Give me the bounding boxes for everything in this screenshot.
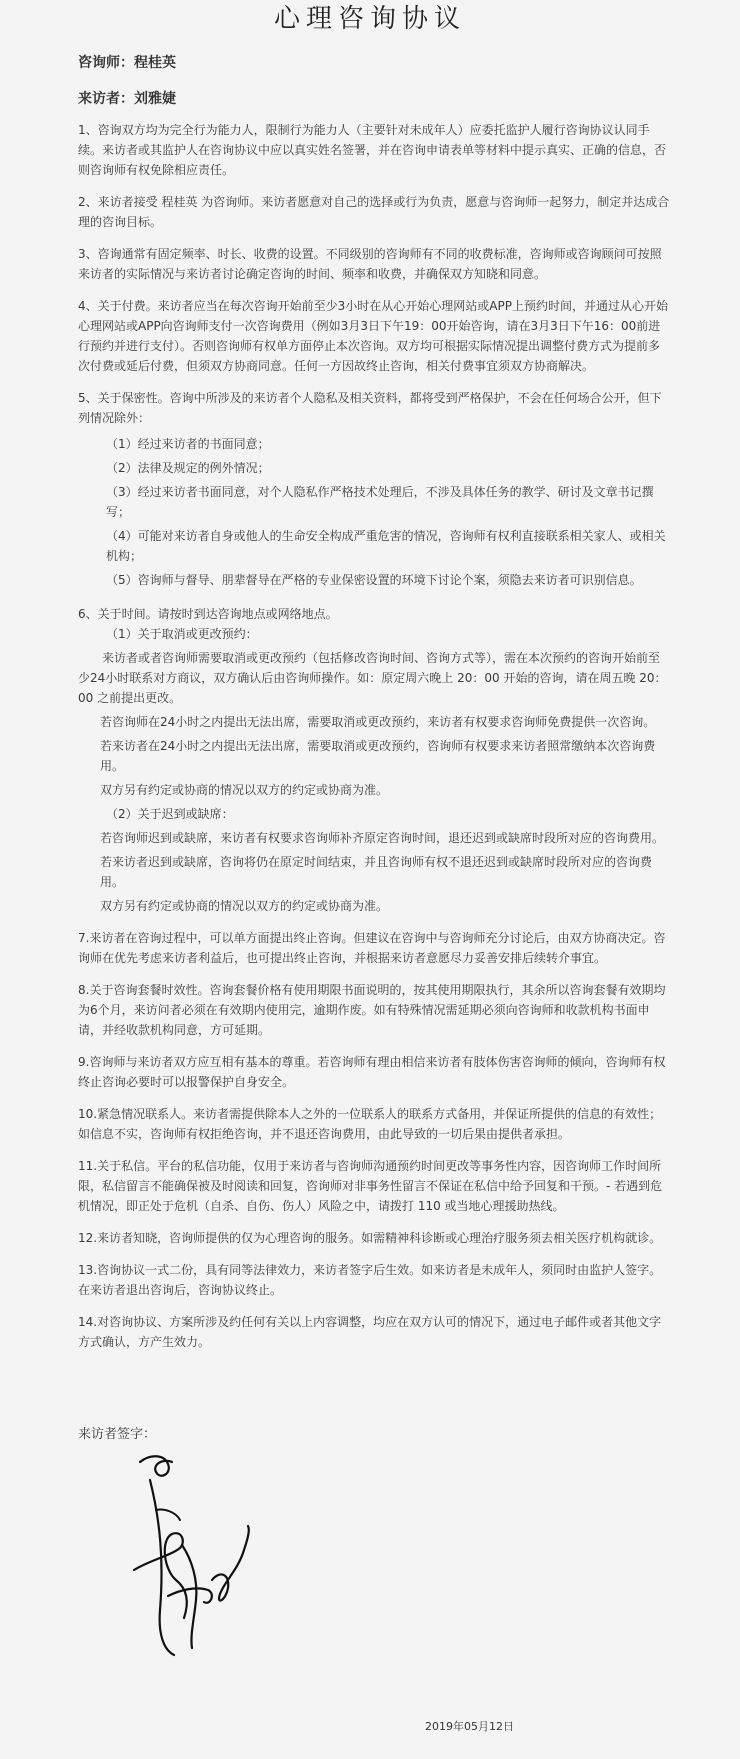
signature-date: 2019年05月12日 — [425, 1720, 514, 1733]
clause-6-text: 来访者或者咨询师需要取消或更改预约（包括修改咨询时间、咨询方式等），需在本次预约的咨询开始前至少24小时联系对方商议，双方确认后由咨询师操作。如：原定周六晚上 20：00 开始的咨询，请在周五晚 20：00 之前提出更改。 — [78, 651, 667, 705]
page-title: 心理咨询协议 — [273, 4, 466, 34]
clause-6-text: 若咨询师在24小时之内提出无法出席，需要取消或更改预约，来访者有权要求咨询师免费提供一次咨询。 — [100, 715, 656, 729]
clause-7: 7.来访者在咨询过程中，可以单方面提出终止咨询。但建议在咨询中与咨询师充分讨论后，由双方协商决定。咨询师在优先考虑来访者利益后，也可提出终止咨询，并根据来访者意愿尽力妥善安排后续转介事宜。 — [78, 931, 666, 965]
clause-5: 5、关于保密性。咨询中所涉及的来访者个人隐私及相关资料，都将受到严格保护，不会在任何场合公开，但下列情况除外： — [78, 391, 662, 425]
clause-14: 14.对咨询协议、方案所涉及约任何有关以上内容调整，均应在双方认可的情况下，通过电子邮件或者其他文字方式确认，方产生效力。 — [78, 1315, 662, 1349]
clause-6-text: 若来访者在24小时之内提出无法出席，需要取消或更改预约，咨询师有权要求来访者照常缴纳本次咨询费用。 — [100, 739, 656, 773]
clause-1: 1、咨询双方均为完全行为能力人，限制行为能力人（主要针对未成年人）应委托监护人履行咨询协议认同手续。来访者或其监护人在咨询协议中应以真实姓名签署，并在咨询申请表单等材料中提示真实、正确的信息，否则咨询师有权免除相应责任。 — [78, 123, 667, 177]
handwritten-signature — [120, 1450, 290, 1665]
clause-5-item: （3）经过来访者书面同意，对个人隐私作严格技术处理后，不涉及具体任务的教学、研讨及文章书记撰写； — [106, 485, 654, 519]
agreement-body — [78, 120, 670, 1364]
clause-10: 10.紧急情况联系人。来访者需提供除本人之外的一位联系人的联系方式备用，并保证所提供的信息的有效性；如信息不实，咨询师有权拒绝咨询，并不退还咨询费用，由此导致的一切后果由提供者承担。 — [78, 1107, 662, 1141]
clause-8: 8.关于咨询套餐时效性。咨询套餐价格有使用期限书面说明的，按其使用期限执行，其余所以咨询套餐有效期均为6个月，来访问者必须在有效期内使用完，逾期作废。如有特殊情况需延期必须向咨询师和收款机构书面申请，并经收款机构同意，方可延期。 — [78, 983, 666, 1037]
clause-12: 12.来访者知晓，咨询师提供的仅为心理咨询的服务。如需精神科诊断或心理治疗服务须去相关医疗机构就诊。 — [78, 1231, 662, 1245]
clause-6-sub-heading: （1）关于取消或更改预约： — [106, 627, 258, 641]
clause-5-item: （4）可能对来访者自身或他人的生命安全构成严重危害的情况，咨询师有权利直接联系相关家人、或相关机构； — [106, 529, 666, 563]
clause-6-text: 若来访者迟到或缺席，咨询将仍在原定时间结束，并且咨询师有权不退还迟到或缺席时段所对应的咨询费用。 — [100, 855, 653, 889]
clause-5-item: （2）法律及规定的例外情况； — [106, 461, 270, 475]
visitor-name: 来访者：刘雅婕 — [78, 91, 176, 107]
clause-5-item: （5）咨询师与督导、朋辈督导在严格的专业保密设置的环境下讨论个案，须隐去来访者可识别信息。 — [106, 573, 642, 587]
clause-6-sub-heading: （2）关于迟到或缺席： — [106, 807, 234, 821]
clause-11: 11.关于私信。平台的私信功能，仅用于来访者与咨询师沟通预约时间更改等事务性内容，因咨询师工作时间所限，私信留言不能确保被及时阅读和回复，咨询师对非事务性留言不保证在私信中给予回复和干预。- 若遇到危机情况，即正处于危机（自杀、自伤、伤人）风险之中，请拨打 110 或当地心理援助热线。 — [78, 1159, 663, 1213]
clause-9: 9.咨询师与来访者双方应互相有基本的尊重。若咨询师有理由相信来访者有肢体伤害咨询师的倾向，咨询师有权终止咨询必要时可以报警保护自身安全。 — [78, 1055, 666, 1089]
clause-13: 13.咨询协议一式二份，具有同等法律效力，来访者签字后生效。如来访者是未成年人，须同时由监护人签字。在来访者退出咨询后，咨询协议终止。 — [78, 1263, 662, 1297]
counselor-name: 咨询师：程桂英 — [78, 55, 176, 71]
clause-3: 3、咨询通常有固定频率、时长、收费的设置。不同级别的咨询师有不同的收费标准，咨询师或咨询顾问可按照来访者的实际情况与来访者讨论确定咨询的时间、频率和收费，并确保双方知晓和同意。 — [78, 247, 662, 281]
clause-2: 2、来访者接受 程桂英 为咨询师。来访者愿意对自己的选择或行为负责，愿意与咨询师一起努力，制定并达成合理的咨询目标。 — [78, 195, 670, 229]
clause-6-text: 双方另有约定或协商的情况以双方的约定或协商为准。 — [100, 899, 389, 913]
clause-4: 4、关于付费。来访者应当在每次咨询开始前至少3小时在从心开始心理网站或APP上预约时间，并通过从心开始心理网站或APP向咨询师支付一次咨询费用（例如3月3日下午19：00开始咨询，请在3月3日下午16：00前进行预约并进行支付）。否则咨询师有权单方面停止本次咨询。双方均可根据实际情况提出调整付费方式为提前多次付费或延后付费，但须双方协商同意。任何一方因故终止咨询，相关付费事宜须双方协商解决。 — [78, 299, 668, 373]
clause-6-text: 双方另有约定或协商的情况以双方的约定或协商为准。 — [100, 783, 389, 797]
clause-5-item: （1）经过来访者的书面同意； — [106, 437, 270, 451]
signature-label: 来访者签字： — [78, 1427, 157, 1442]
clause-6-text: 若咨询师迟到或缺席，来访者有权要求咨询师补齐原定咨询时间，退还迟到或缺席时段所对应的咨询费用。 — [100, 831, 665, 845]
clause-6: 6、关于时间。请按时到达咨询地点或网络地点。 — [78, 607, 338, 621]
